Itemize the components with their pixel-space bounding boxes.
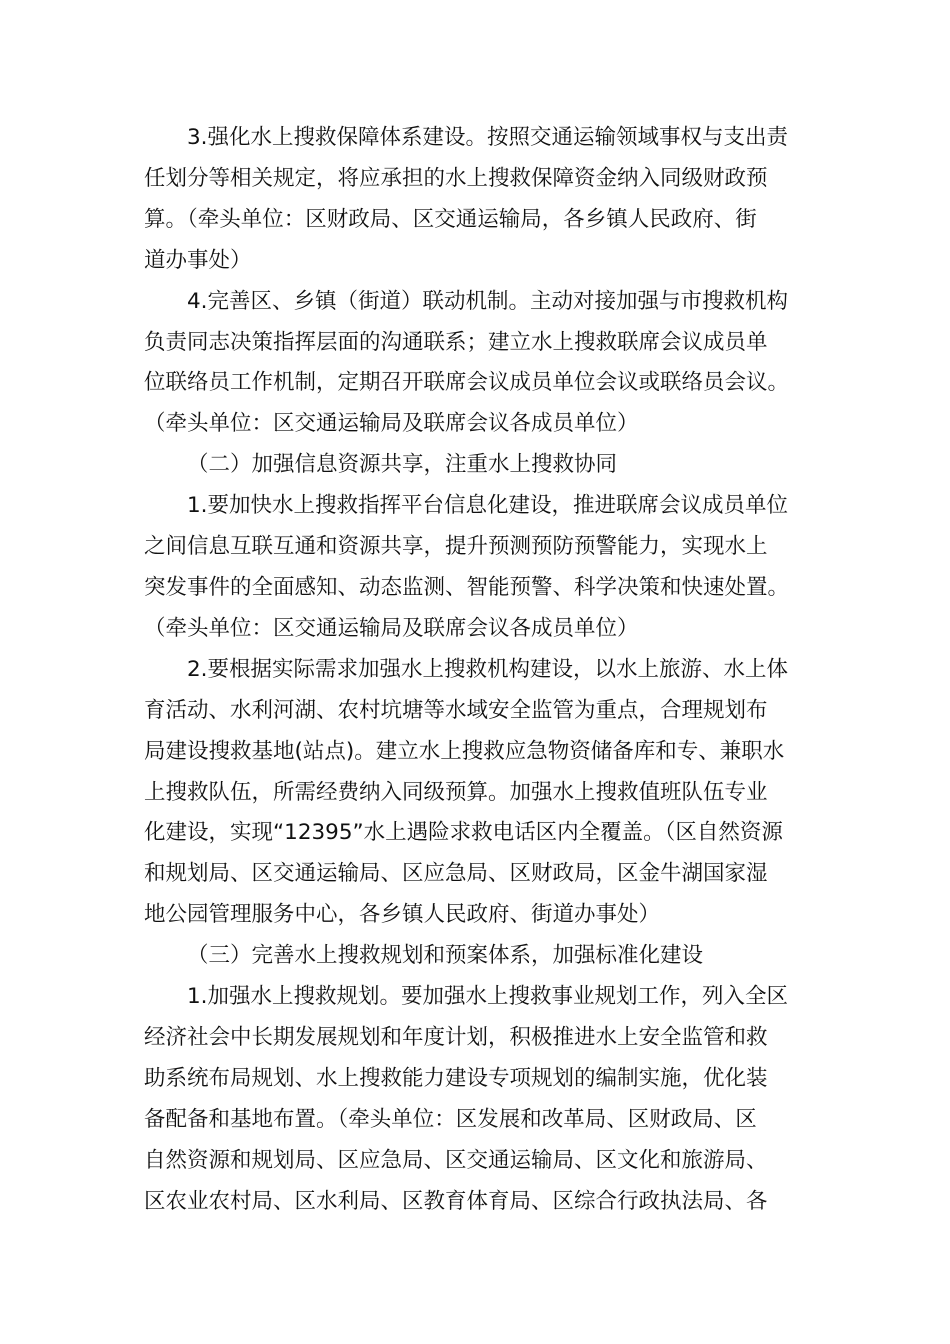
text-line: 育活动、水利河湖、农村坑塘等水域安全监管为重点，合理规划布 (144, 697, 768, 723)
section-heading: （三）完善水上搜救规划和预案体系，加强标准化建设 (187, 943, 704, 969)
text-line: 3.强化水上搜救保障体系建设。按照交通运输领域事权与支出责 (187, 125, 789, 150)
document-body (144, 118, 816, 1222)
text-line: 1.要加快水上搜救指挥平台信息化建设，推进联席会议成员单位 (187, 493, 789, 519)
text-line: 1.加强水上搜救规划。要加强水上搜救事业规划工作，列入全区 (187, 984, 789, 1010)
text-line: 备配备和基地布置。（牵头单位：区发展和改革局、区财政局、区 (144, 1106, 757, 1132)
text-line: 4.完善区、乡镇（街道）联动机制。主动对接加强与市搜救机构 (187, 288, 789, 314)
text-line: （牵头单位：区交通运输局及联席会议各成员单位） (144, 615, 639, 641)
text-line: 经济社会中长期发展规划和年度计划，积极推进水上安全监管和救 (144, 1024, 768, 1050)
text-line: 之间信息互联互通和资源共享，提升预测预防预警能力，实现水上 (144, 534, 768, 560)
text-line: 上搜救队伍，所需经费纳入同级预算。加强水上搜救值班队伍专业 (144, 779, 768, 805)
text-line: 2.要根据实际需求加强水上搜救机构建设，以水上旅游、水上体 (187, 656, 789, 682)
section-heading: （二）加强信息资源共享，注重水上搜救协同 (187, 452, 618, 478)
text-line: （牵头单位：区交通运输局及联席会议各成员单位） (144, 411, 639, 437)
text-line: 自然资源和规划局、区应急局、区交通运输局、区文化和旅游局、 (144, 1147, 768, 1173)
text-line: 区农业农村局、区水利局、区教育体育局、区综合行政执法局、各 (144, 1188, 768, 1214)
text-line: 突发事件的全面感知、动态监测、智能预警、科学决策和快速处置。 (144, 574, 790, 600)
text-line: 任划分等相关规定，将应承担的水上搜救保障资金纳入同级财政预 (144, 165, 768, 191)
text-line: 负责同志决策指挥层面的沟通联系；建立水上搜救联席会议成员单 (144, 329, 768, 355)
text-line: 局建设搜救基地(站点)。建立水上搜救应急物资储备库和专、兼职水 (144, 738, 785, 764)
text-line: 算。（牵头单位：区财政局、区交通运输局，各乡镇人民政府、街 (144, 206, 757, 232)
text-line: 化建设，实现“12395”水上遇险求救电话区内全覆盖。（区自然资源 (144, 820, 783, 846)
text-line: 道办事处） (144, 247, 252, 273)
text-line: 地公园管理服务中心，各乡镇人民政府、街道办事处） (144, 902, 661, 928)
text-line: 位联络员工作机制，定期召开联席会议成员单位会议或联络员会议。 (144, 370, 790, 396)
text-line: 助系统布局规划、水上搜救能力建设专项规划的编制实施，优化装 (144, 1065, 768, 1091)
text-line: 和规划局、区交通运输局、区应急局、区财政局，区金牛湖国家湿 (144, 861, 768, 887)
